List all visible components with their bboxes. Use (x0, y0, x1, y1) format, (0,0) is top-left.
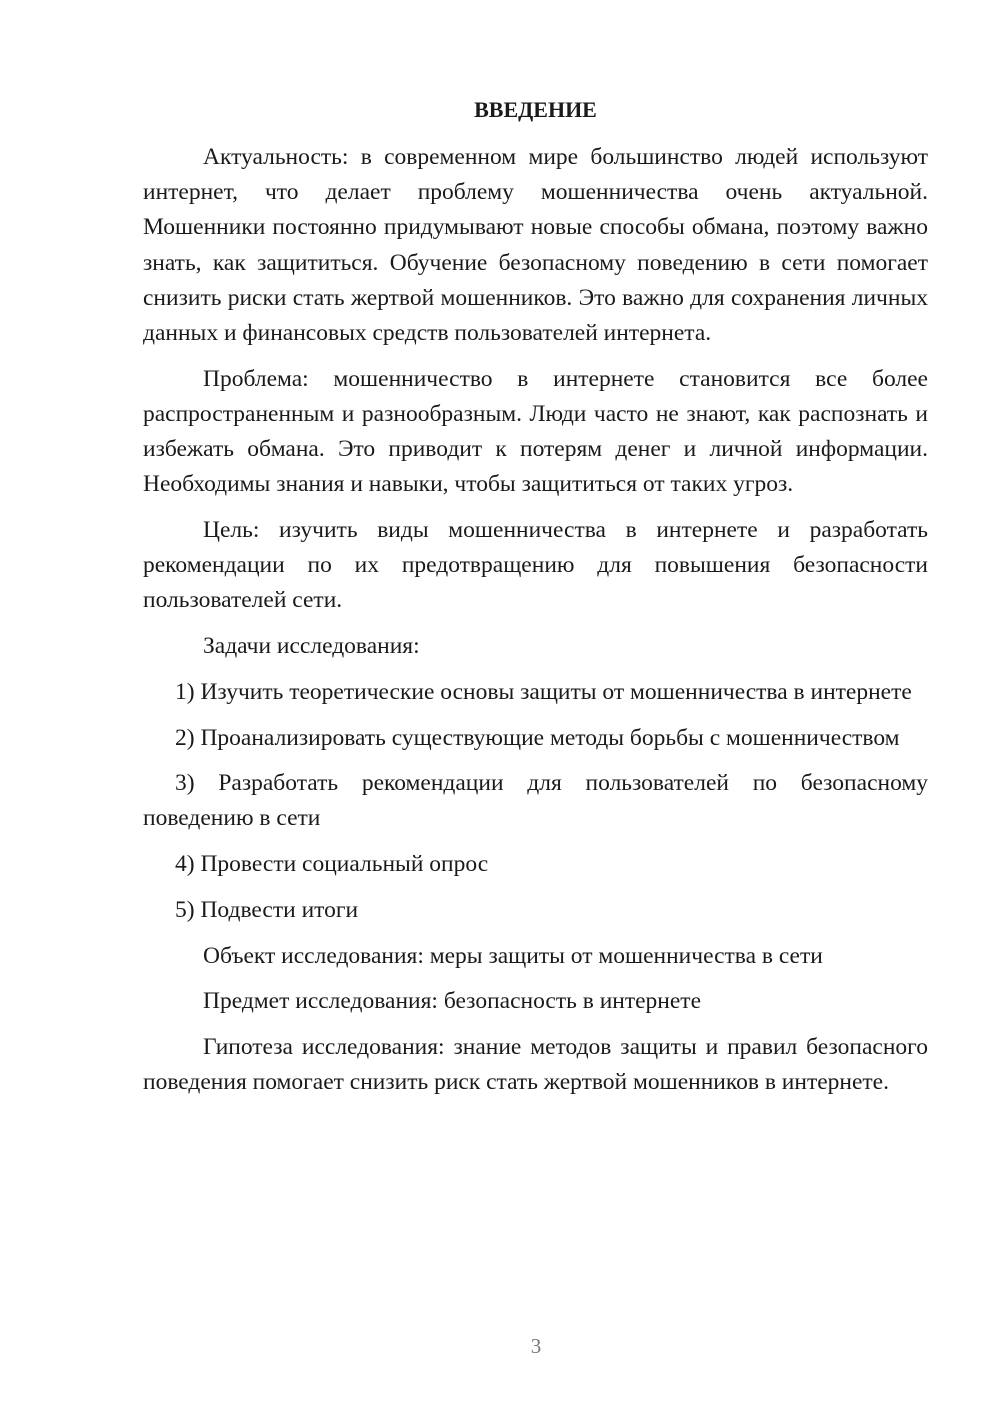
object-paragraph: Объект исследования: меры защиты от мошенничества в сети (203, 942, 823, 969)
goal-paragraph: Цель: изучить виды мошенничества в интернете и разработать рекомендации по их предотвращению для повышения безопасности пользователей сети. (143, 517, 928, 614)
tasks-heading: Задачи исследования: (203, 633, 420, 660)
problem-paragraph: Проблема: мошенничество в интернете становится все более распространенным и разнообразным. Люди часто не знают, как распознать и избежать обмана. Это приводит к потерям денег и личной информации. Необходимы знания и навыки, чтобы защититься от таких угроз. (143, 365, 928, 498)
relevance-paragraph: Актуальность: в современном мире большинство людей используют интернет, что делает проблему мошенничества очень актуальной. Мошенники постоянно придумывают новые способы обмана, поэтому важно знать, как защититься. Обучение безопасному поведению в сети помогает снизить риски стать жертвой мошенников. Это важно для сохранения личных данных и финансовых средств пользователей интернета. (143, 144, 928, 347)
task-item: 3) Разработать рекомендации для пользователей по безопасному поведению в сети (143, 770, 928, 832)
task-item: 4) Провести социальный опрос (175, 851, 489, 878)
page-number: 3 (530, 1334, 542, 1358)
task-item: 5) Подвести итоги (175, 896, 359, 923)
task-item: 2) Проанализировать существующие методы борьбы с мошенничеством (175, 724, 900, 751)
page-title: ВВЕДЕНИЕ (474, 97, 597, 122)
hypothesis-paragraph: Гипотеза исследования: знание методов защиты и правил безопасного поведения помогает снизить риск стать жертвой мошенников в интернете. (143, 1033, 928, 1096)
document-page (143, 94, 928, 1111)
subject-paragraph: Предмет исследования: безопасность в интернете (203, 988, 701, 1015)
task-item: 1) Изучить теоретические основы защиты от мошенничества в интернете (175, 678, 912, 705)
